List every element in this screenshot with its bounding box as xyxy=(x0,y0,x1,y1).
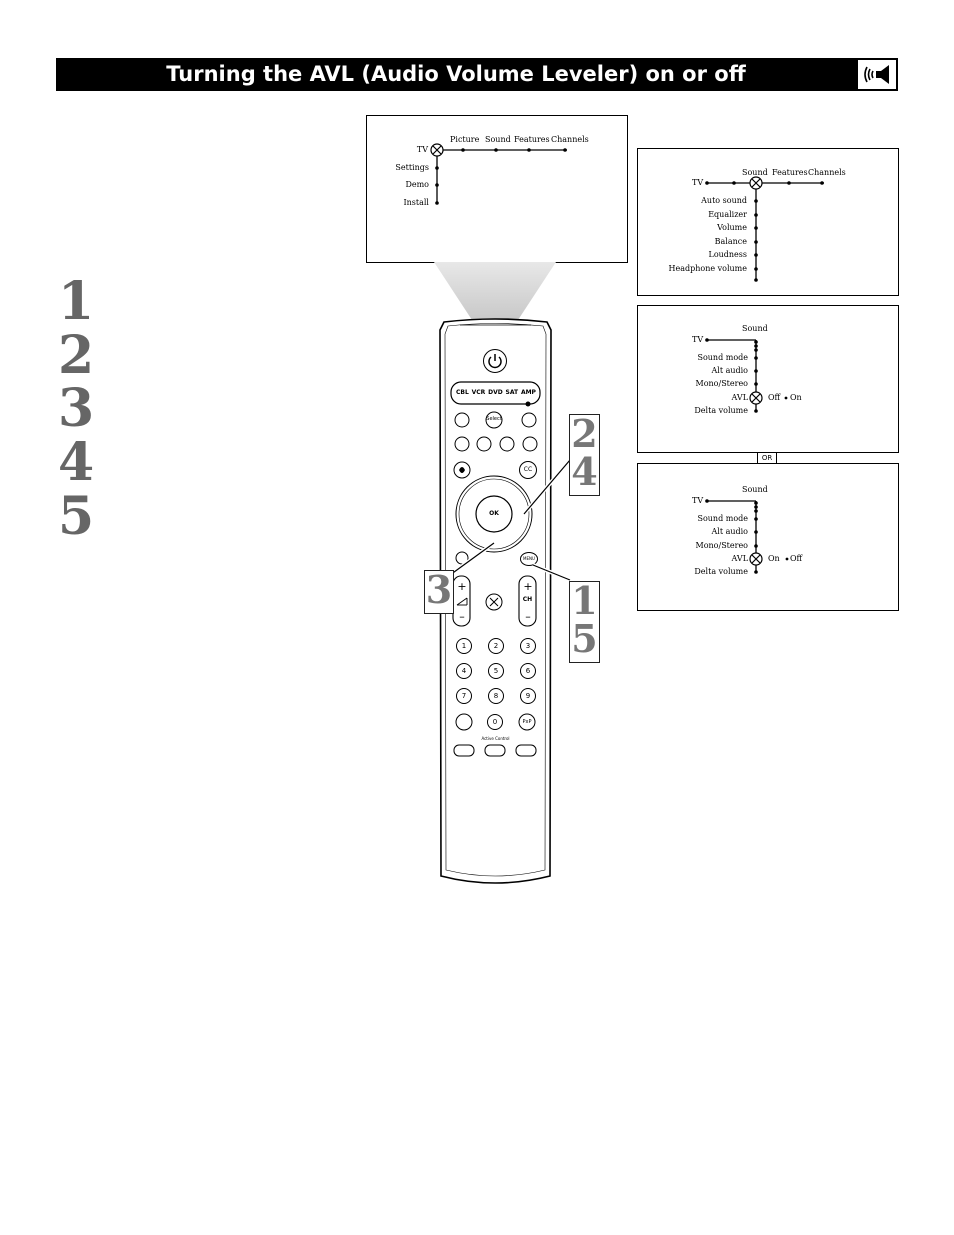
step-number-3: 3 xyxy=(58,378,95,439)
menu-item-features: Features xyxy=(772,168,808,177)
svg-text:–: – xyxy=(525,610,531,623)
header-bar xyxy=(56,58,898,91)
menu-item-mono-stereo: Mono/Stereo xyxy=(695,379,748,388)
avl-option-off: Off xyxy=(768,393,781,402)
digit-0-button[interactable]: 0 xyxy=(487,714,503,730)
menu-item-sound: Sound xyxy=(742,324,768,333)
menu-item-features: Features xyxy=(514,135,550,144)
digit-1-button[interactable]: 1 xyxy=(456,638,472,654)
menu-item-avl: AVL xyxy=(731,393,748,402)
source-buttons xyxy=(456,389,536,399)
digit-2-button[interactable]: 2 xyxy=(488,638,504,654)
avl-option-off: Off xyxy=(790,554,803,563)
callout-step-1: 1 xyxy=(571,578,598,623)
menu-item-delta-volume: Delta volume xyxy=(694,406,748,415)
power-button[interactable] xyxy=(483,349,507,373)
menu-item-sound-mode: Sound mode xyxy=(697,353,748,362)
menu-item-balance: Balance xyxy=(714,237,747,246)
select-button[interactable]: Select xyxy=(486,416,502,422)
avl-option-on: On xyxy=(768,554,780,563)
step-number-2: 2 xyxy=(58,325,95,386)
callout-step-2: 2 xyxy=(571,411,598,456)
step-number-4: 4 xyxy=(58,432,95,493)
active-control-label: Active Control xyxy=(481,736,510,741)
callout-steps-2-4 xyxy=(569,411,600,496)
menu-item-headphone-volume: Headphone volume xyxy=(668,264,747,273)
menu-item-avl: AVL xyxy=(731,554,748,563)
sound-menu-screen xyxy=(637,148,899,296)
callout-step-3: 3 xyxy=(425,567,453,612)
digit-9-button[interactable]: 9 xyxy=(520,688,536,704)
digit-6-button[interactable]: 6 xyxy=(520,663,536,679)
digit-5-button[interactable]: 5 xyxy=(488,663,504,679)
speaker-icon xyxy=(858,60,896,89)
source-vcr-button[interactable]: VCR xyxy=(471,389,486,396)
menu-item-alt-audio: Alt audio xyxy=(711,527,748,536)
channel-label: CH xyxy=(522,596,533,603)
svg-text:+: + xyxy=(523,580,533,593)
menu-item-sound: Sound xyxy=(485,135,511,144)
menu-item-picture: Picture xyxy=(450,135,480,144)
ok-button[interactable]: OK xyxy=(489,510,499,517)
svg-text:–: – xyxy=(459,610,465,623)
callout-step-4: 4 xyxy=(571,449,598,494)
menu-root-label: TV xyxy=(692,178,704,187)
menu-item-volume: Volume xyxy=(717,223,747,232)
menu-item-delta-volume: Delta volume xyxy=(694,567,748,576)
remote-beam xyxy=(434,262,556,320)
step-number-5: 5 xyxy=(58,486,95,547)
digit-4-button[interactable]: 4 xyxy=(456,663,472,679)
pip-button[interactable]: PxP xyxy=(522,719,532,725)
digit-8-button[interactable]: 8 xyxy=(488,688,504,704)
avl-menu-screen-off xyxy=(637,305,899,453)
menu-root-label: TV xyxy=(692,496,704,505)
menu-item-channels: Channels xyxy=(808,168,846,177)
menu-item-loudness: Loudness xyxy=(708,250,747,259)
menu-item-auto-sound: Auto sound xyxy=(701,196,747,205)
menu-item-mono-stereo: Mono/Stereo xyxy=(695,541,748,550)
callout-steps-1-5 xyxy=(569,578,600,663)
digit-3-button[interactable]: 3 xyxy=(520,638,536,654)
menu-root-label: TV xyxy=(692,335,704,344)
avl-menu-screen-on xyxy=(637,463,899,611)
or-label: OR xyxy=(757,452,777,465)
menu-button[interactable]: MENU xyxy=(520,552,538,566)
avl-option-on: On xyxy=(790,393,802,402)
digit-7-button[interactable]: 7 xyxy=(456,688,472,704)
cc-button[interactable]: CC xyxy=(519,461,537,479)
menu-item-equalizer: Equalizer xyxy=(708,210,747,219)
source-dvd-button[interactable]: DVD xyxy=(488,389,503,396)
step-number-1: 1 xyxy=(58,271,95,332)
source-sat-button[interactable]: SAT xyxy=(505,389,519,396)
source-amp-button[interactable]: AMP xyxy=(520,389,536,396)
power-icon xyxy=(484,350,506,372)
menu-item-sound-mode: Sound mode xyxy=(697,514,748,523)
menu-item-channels: Channels xyxy=(551,135,589,144)
callout-step-5: 5 xyxy=(571,616,598,661)
menu-item-sound: Sound xyxy=(742,485,768,494)
svg-text:+: + xyxy=(457,580,467,593)
menu-item-settings: Settings xyxy=(395,163,429,172)
menu-item-install: Install xyxy=(403,198,429,207)
main-menu-screen xyxy=(366,115,628,263)
menu-item-alt-audio: Alt audio xyxy=(711,366,748,375)
menu-item-demo: Demo xyxy=(405,180,429,189)
source-cbl-button[interactable]: CBL xyxy=(456,389,469,396)
page-title: Turning the AVL (Audio Volume Leveler) on or off xyxy=(166,62,746,86)
menu-root-label: TV xyxy=(416,145,428,154)
menu-item-sound: Sound xyxy=(742,168,768,177)
